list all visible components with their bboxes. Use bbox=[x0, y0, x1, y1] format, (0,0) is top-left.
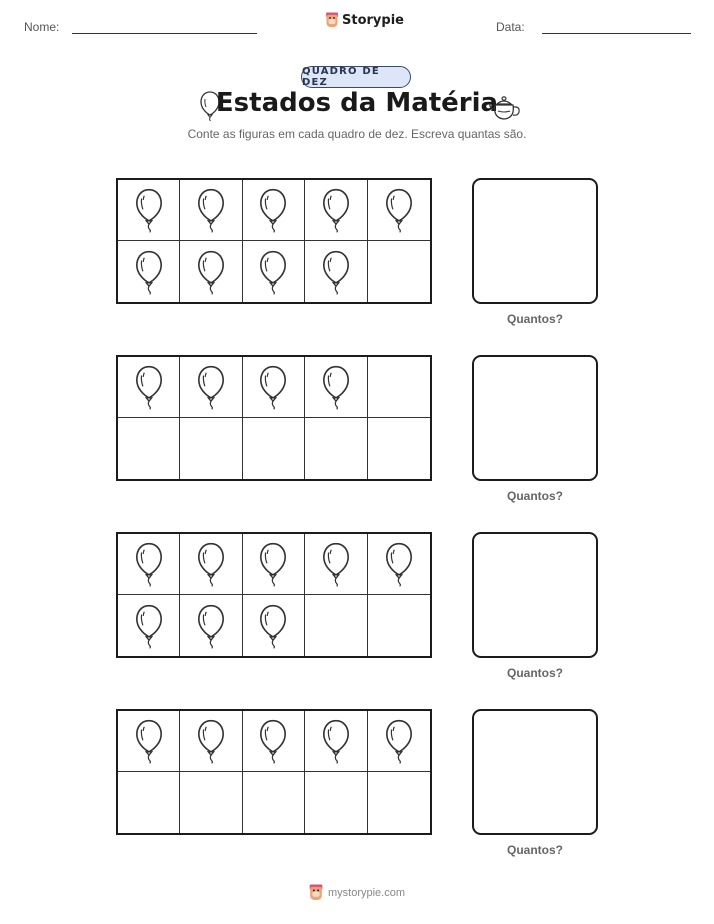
ten-frame-cell bbox=[180, 534, 242, 595]
ten-frame-cell bbox=[368, 595, 430, 656]
balloon-icon bbox=[384, 187, 414, 233]
ten-frame-cell bbox=[243, 357, 305, 418]
ten-frame-cell bbox=[118, 711, 180, 772]
balloon-icon bbox=[196, 603, 226, 649]
bear-icon bbox=[308, 884, 324, 901]
answer-box[interactable] bbox=[472, 355, 598, 481]
ten-frame-cell bbox=[118, 180, 180, 241]
instructions: Conte as figuras em cada quadro de dez. Escreva quantas são. bbox=[187, 127, 527, 141]
ten-frame bbox=[116, 355, 432, 481]
balloon-icon bbox=[196, 718, 226, 764]
balloon-icon bbox=[134, 541, 164, 587]
ten-frame bbox=[116, 178, 432, 304]
date-line[interactable] bbox=[542, 33, 691, 34]
balloon-icon bbox=[258, 541, 288, 587]
ten-frame-cell bbox=[305, 418, 367, 479]
balloon-icon bbox=[134, 718, 164, 764]
name-label: Nome: bbox=[24, 20, 60, 34]
balloon-icon bbox=[134, 249, 164, 295]
ten-frame-cell bbox=[368, 772, 430, 833]
ten-frame-cell bbox=[305, 772, 367, 833]
balloon-icon bbox=[321, 187, 351, 233]
brand-name: Storypie bbox=[342, 12, 404, 28]
ten-frame-cell bbox=[118, 534, 180, 595]
storypie-logo bbox=[325, 12, 404, 28]
balloon-icon bbox=[321, 249, 351, 295]
ten-frame-cell bbox=[305, 595, 367, 656]
ten-frame-cell bbox=[243, 711, 305, 772]
ten-frame-cell bbox=[243, 595, 305, 656]
ten-frame-cell bbox=[118, 357, 180, 418]
page-title: Estados da Matéria bbox=[215, 88, 499, 118]
balloon-icon bbox=[384, 718, 414, 764]
ten-frame-cell bbox=[243, 180, 305, 241]
ten-frame-cell bbox=[180, 595, 242, 656]
balloon-icon bbox=[134, 187, 164, 233]
balloon-icon bbox=[321, 718, 351, 764]
answer-box[interactable] bbox=[472, 532, 598, 658]
ten-frame-cell bbox=[180, 711, 242, 772]
answer-box[interactable] bbox=[472, 709, 598, 835]
balloon-icon bbox=[134, 603, 164, 649]
balloon-icon bbox=[196, 187, 226, 233]
balloon-icon bbox=[196, 541, 226, 587]
balloon-icon bbox=[258, 364, 288, 410]
balloon-icon bbox=[384, 541, 414, 587]
ten-frame-cell bbox=[368, 357, 430, 418]
ten-frame-cell bbox=[305, 241, 367, 302]
balloon-icon bbox=[134, 364, 164, 410]
answer-box[interactable] bbox=[472, 178, 598, 304]
ten-frame-cell bbox=[118, 241, 180, 302]
ten-frame-cell bbox=[305, 711, 367, 772]
ten-frame-cell bbox=[243, 772, 305, 833]
footer bbox=[308, 884, 405, 901]
ten-frame-cell bbox=[243, 418, 305, 479]
ten-frame bbox=[116, 532, 432, 658]
answer-label: Quantos? bbox=[507, 312, 563, 326]
ten-frame-cell bbox=[368, 534, 430, 595]
answer-label: Quantos? bbox=[507, 666, 563, 680]
name-line[interactable] bbox=[72, 33, 257, 34]
ten-frame-cell bbox=[243, 241, 305, 302]
balloon-icon bbox=[321, 364, 351, 410]
ten-frame-cell bbox=[368, 418, 430, 479]
ten-frame-cell bbox=[180, 357, 242, 418]
ten-frame-cell bbox=[368, 711, 430, 772]
ten-frame-cell bbox=[118, 772, 180, 833]
ten-frame-cell bbox=[305, 357, 367, 418]
ten-frame-cell bbox=[305, 180, 367, 241]
ten-frame-cell bbox=[180, 772, 242, 833]
ten-frame-cell bbox=[118, 595, 180, 656]
bear-icon bbox=[325, 12, 339, 28]
ten-frame-cell bbox=[243, 534, 305, 595]
ten-frame-cell bbox=[368, 241, 430, 302]
answer-label: Quantos? bbox=[507, 843, 563, 857]
ten-frame bbox=[116, 709, 432, 835]
category-badge: QUADRO DE DEZ bbox=[301, 66, 411, 88]
ten-frame-cell bbox=[368, 180, 430, 241]
balloon-icon bbox=[196, 364, 226, 410]
balloon-icon bbox=[258, 718, 288, 764]
teapot-icon bbox=[488, 94, 522, 122]
ten-frame-cell bbox=[180, 418, 242, 479]
ten-frame-cell bbox=[180, 180, 242, 241]
ten-frame-cell bbox=[118, 418, 180, 479]
footer-url: mystorypie.com bbox=[328, 886, 406, 899]
answer-label: Quantos? bbox=[507, 489, 563, 503]
ten-frame-cell bbox=[305, 534, 367, 595]
balloon-icon bbox=[258, 603, 288, 649]
ten-frame-cell bbox=[180, 241, 242, 302]
balloon-icon bbox=[258, 187, 288, 233]
balloon-icon bbox=[196, 249, 226, 295]
date-label: Data: bbox=[496, 20, 525, 34]
balloon-icon bbox=[321, 541, 351, 587]
balloon-icon bbox=[258, 249, 288, 295]
